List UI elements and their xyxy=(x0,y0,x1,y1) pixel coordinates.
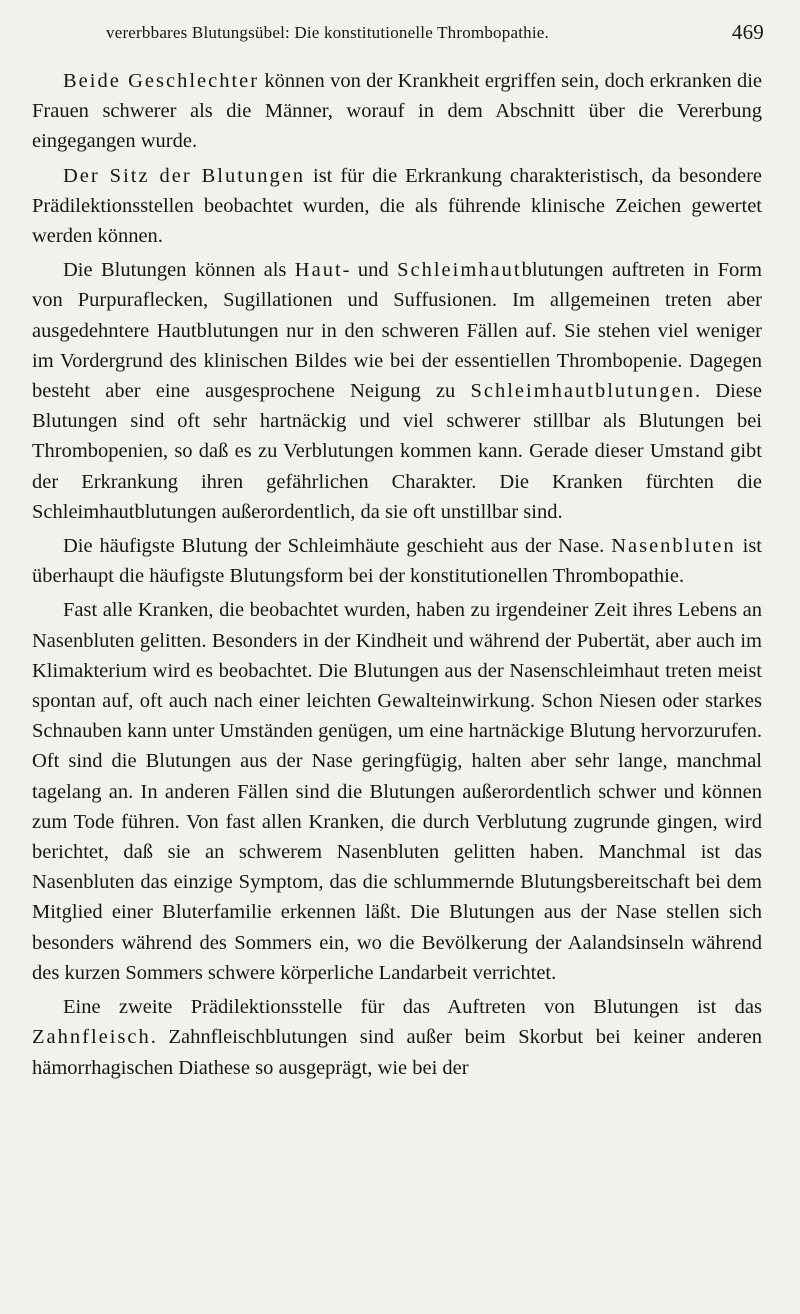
paragraph-text: ist für die Erkrankung charakteristisch, da besondere Prädilektionsstellen beobachtet wurden, die als führende klinische Zeichen gewertet werden können. xyxy=(32,164,762,248)
emphasis-text: Schleimhaut xyxy=(397,259,522,282)
paragraph-6 xyxy=(32,992,762,1083)
paragraph-4 xyxy=(32,531,762,591)
paragraph-5 xyxy=(32,595,762,988)
paragraph-text: Die häufigste Blutung der Schleimhäute geschieht aus der Nase. xyxy=(63,535,612,558)
emphasis-text: Zahnfleisch xyxy=(32,1026,151,1049)
running-title: vererbbares Blutungsübel: Die konstitutionelle Thrombopathie. xyxy=(106,23,549,42)
emphasis-text: Nasenbluten xyxy=(611,535,736,558)
paragraph-3 xyxy=(32,255,762,527)
page-header xyxy=(92,18,764,52)
paragraph-1 xyxy=(32,66,762,157)
paragraph-text: Fast alle Kranken, die beobachtet wurden, haben zu irgendeiner Zeit ihres Lebens an Nasenbluten gelitten. Besonders in der Kindheit und während der Pubertät, aber auch im Klimakterium wird es beobachtet. Die Blutungen aus der Nasenschleimhaut treten meist spontan auf, oft auch nach einer leichten Gewalteinwirkung. Schon Niesen oder starkes Schnauben kann unter Umständen genügen, um eine hartnäckige Blutung hervorzurufen. Oft sind die Blutungen aus der Nase geringfügig, halten aber sehr lange, manchmal tagelang an. In anderen Fällen sind die Blutungen außerordentlich schwer und können zum Tode führen. Von fast allen Kranken, die durch Verblutung zugrunde gingen, wird berichtet, daß sie an schwerem Nasenbluten gelitten haben. Manchmal ist das Nasenbluten das einzige Symptom, das die schlummernde Blutungsbereitschaft bei dem Mitglied einer Bluterfamilie erkennen läßt. Die Blutungen aus der Nase stellen sich besonders während des Sommers ein, wo die Bevölkerung der Aalandsinseln während des kurzen Sommers schwere körperliche Landarbeit verrichtet. xyxy=(32,599,762,984)
paragraph-text: . Zahnfleischblutungen sind außer beim Skorbut bei keiner anderen hämorrhagischen Diathese so ausgeprägt, wie bei der xyxy=(32,1026,762,1079)
emphasis-text: Haut xyxy=(294,259,343,282)
paragraph-text: können von der Krankheit ergriffen sein, doch erkranken die Frauen schwerer als die Männer, worauf in dem Abschnitt über die Vererbung eingegangen wurde. xyxy=(32,70,763,153)
body-text xyxy=(32,66,762,1087)
emphasis-text: Schleimhautblutungen xyxy=(470,380,695,403)
page-number: 469 xyxy=(731,20,764,44)
paragraph-text: . Diese Blutungen sind oft sehr hartnäckig und viel schwerer stillbar als Blutungen bei Thrombopenien, so daß es zu Verblutungen kommen kann. Gerade dieser Umstand gibt der Erkrankung ihren gefährlichen Charakter. Die Kranken fürchten die Schleimhautblutungen außerordentlich, da sie oft unstillbar sind. xyxy=(32,380,762,523)
paragraph-text: - und xyxy=(342,259,398,282)
paragraph-text: ist überhaupt die häufigste Blutungsform bei der konstitutionellen Thrombopathie. xyxy=(32,535,762,588)
emphasis-text: Der Sitz der Blutungen xyxy=(63,164,306,187)
paragraph-text: Eine zweite Prädilektionsstelle für das Auftreten von Blutungen ist das xyxy=(63,996,762,1019)
paragraph-text: Die Blutungen können als xyxy=(63,259,295,282)
paragraph-2 xyxy=(32,161,762,252)
paragraph-text: blutungen auftreten in Form von Purpuraflecken, Sugillationen und Suffusionen. Im allgemeinen treten aber ausgedehntere Hautblutungen nur in den schweren Fällen auf. Sie stehen viel weniger im Vordergrund des klinischen Bildes wie bei der essentiellen Thrombopenie. Dagegen besteht aber eine ausgesprochene Neigung zu xyxy=(32,259,763,403)
emphasis-text: Beide Geschlechter xyxy=(63,70,260,92)
